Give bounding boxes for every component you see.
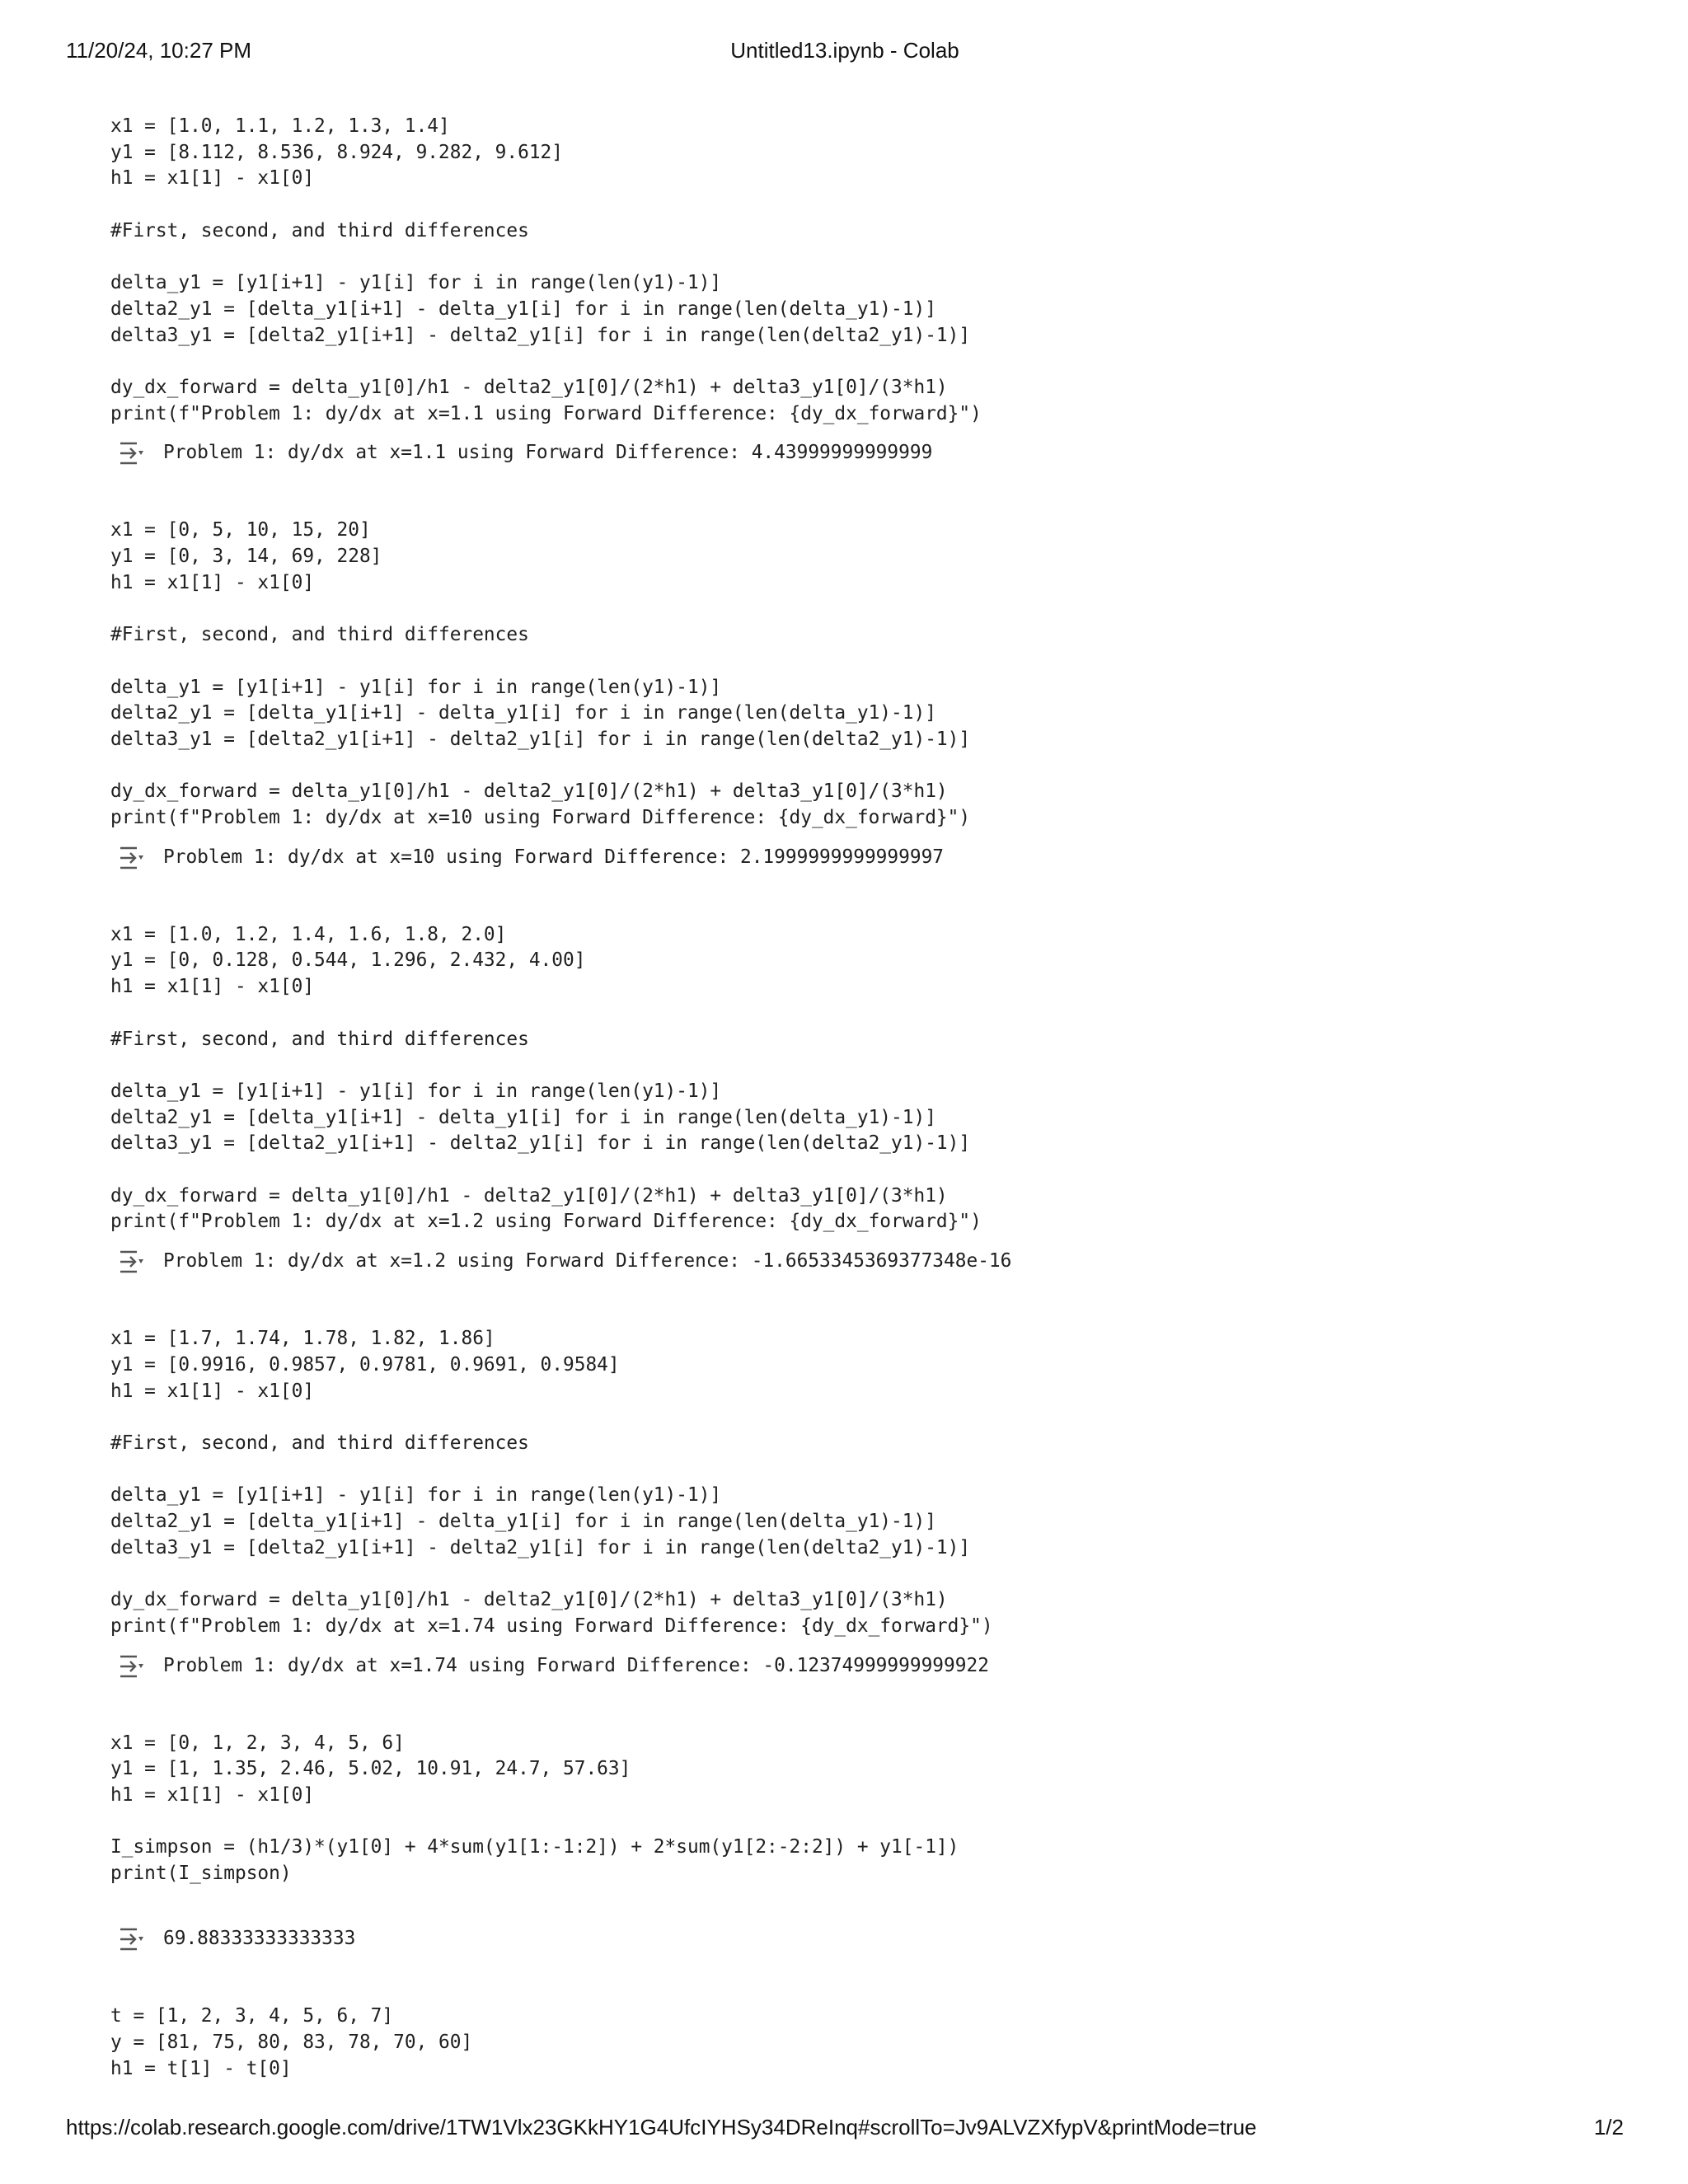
code-line <box>110 649 1688 675</box>
print-footer <box>66 2115 1624 2148</box>
output-toggle-icon[interactable] <box>115 440 145 466</box>
print-title: Untitled13.ipynb - Colab <box>730 38 959 63</box>
cell-output <box>0 437 1688 470</box>
code-line <box>110 597 1688 623</box>
code-line: print(f"Problem 1: dy/dx at x=1.74 using Forward Difference: {dy_dx_forward}") <box>110 1615 993 1637</box>
code-line: delta2_y1 = [delta_y1[i+1] - delta_y1[i] for i in range(len(delta_y1)-1)] <box>110 1106 936 1128</box>
code-line: y1 = [0, 0.128, 0.544, 1.296, 2.432, 4.00] <box>110 949 586 972</box>
code-line: I_simpson = (h1/3)*(y1[0] + 4*sum(y1[1:-1:2]) + 2*sum(y1[2:-2:2]) + y1[-1]) <box>110 1836 959 1858</box>
output-text: Problem 1: dy/dx at x=1.1 using Forward Difference: 4.43999999999999 <box>163 442 933 464</box>
output-toggle-icon[interactable] <box>115 1653 145 1680</box>
code-line: h1 = x1[1] - x1[0] <box>110 167 315 190</box>
code-line: print(f"Problem 1: dy/dx at x=1.2 using Forward Difference: {dy_dx_forward}") <box>110 1211 982 1233</box>
code-cell[interactable] <box>0 1326 1688 1730</box>
code-line: #First, second, and third differences <box>110 624 529 646</box>
code-editor[interactable] <box>0 2004 1688 2082</box>
code-line: delta_y1 = [y1[i+1] - y1[i] for i in range(len(y1)-1)] <box>110 1080 722 1102</box>
code-editor[interactable] <box>0 922 1688 1235</box>
code-editor[interactable] <box>0 1326 1688 1639</box>
cell-output <box>0 1245 1688 1278</box>
code-line: delta_y1 = [y1[i+1] - y1[i] for i in range(len(y1)-1)] <box>110 1484 722 1507</box>
code-line: h1 = x1[1] - x1[0] <box>110 1783 315 1806</box>
code-line: delta3_y1 = [delta2_y1[i+1] - delta2_y1[i] for i in range(len(delta2_y1)-1)] <box>110 728 971 750</box>
code-cell[interactable] <box>0 922 1688 1326</box>
code-line: delta2_y1 = [delta_y1[i+1] - delta_y1[i] for i in range(len(delta_y1)-1)] <box>110 298 936 320</box>
cell-gap <box>0 1278 1688 1326</box>
code-line: h1 = t[1] - t[0] <box>110 2057 292 2079</box>
code-line: #First, second, and third differences <box>110 219 529 241</box>
code-line: dy_dx_forward = delta_y1[0]/h1 - delta2_y1[0]/(2*h1) + delta3_y1[0]/(3*h1) <box>110 1184 948 1207</box>
code-line: h1 = x1[1] - x1[0] <box>110 571 315 593</box>
code-line: x1 = [1.0, 1.2, 1.4, 1.6, 1.8, 2.0] <box>110 923 507 945</box>
code-line <box>110 1157 1688 1183</box>
code-line <box>110 1001 1688 1027</box>
code-line <box>110 245 1688 271</box>
code-line <box>110 192 1688 218</box>
code-line <box>110 1809 1688 1835</box>
code-line: y1 = [8.112, 8.536, 8.924, 9.282, 9.612] <box>110 141 563 163</box>
code-line: #First, second, and third differences <box>110 1028 529 1050</box>
code-line: h1 = x1[1] - x1[0] <box>110 976 315 998</box>
code-line: x1 = [0, 1, 2, 3, 4, 5, 6] <box>110 1732 405 1754</box>
cell-output <box>0 841 1688 874</box>
code-line: x1 = [1.0, 1.1, 1.2, 1.3, 1.4] <box>110 115 450 137</box>
code-line <box>110 1404 1688 1431</box>
code-line: dy_dx_forward = delta_y1[0]/h1 - delta2_y1[0]/(2*h1) + delta3_y1[0]/(3*h1) <box>110 1589 948 1611</box>
code-line: x1 = [0, 5, 10, 15, 20] <box>110 519 371 541</box>
cell-gap <box>0 470 1688 518</box>
print-url: https://colab.research.google.com/drive/1TW1Vlx23GKkHY1G4UfcIYHSy34DReInq#scrollTo=Jv9ALVZXfypV&printMode=true <box>66 2115 1257 2139</box>
cell-output <box>0 1923 1688 1956</box>
code-line: dy_dx_forward = delta_y1[0]/h1 - delta2_y1[0]/(2*h1) + delta3_y1[0]/(3*h1) <box>110 376 948 398</box>
code-line: y = [81, 75, 80, 83, 78, 70, 60] <box>110 2032 473 2054</box>
code-line <box>110 753 1688 780</box>
print-datetime: 11/20/24, 10:27 PM <box>66 38 252 63</box>
notebook <box>0 114 1688 2083</box>
code-cell[interactable] <box>0 1731 1688 2004</box>
output-text: Problem 1: dy/dx at x=1.2 using Forward Difference: -1.6653345369377348e-16 <box>163 1250 1012 1272</box>
code-line: print(I_simpson) <box>110 1863 292 1885</box>
output-toggle-icon[interactable] <box>115 1926 145 1952</box>
cell-output <box>0 1650 1688 1683</box>
code-line: dy_dx_forward = delta_y1[0]/h1 - delta2_y1[0]/(2*h1) + delta3_y1[0]/(3*h1) <box>110 780 948 803</box>
code-line: y1 = [0, 3, 14, 69, 228] <box>110 546 382 568</box>
code-editor[interactable] <box>0 1731 1688 1914</box>
output-toggle-icon[interactable] <box>115 845 145 871</box>
code-line: delta_y1 = [y1[i+1] - y1[i] for i in range(len(y1)-1)] <box>110 676 722 698</box>
code-line <box>110 1457 1688 1483</box>
code-line: y1 = [0.9916, 0.9857, 0.9781, 0.9691, 0.9584] <box>110 1353 620 1376</box>
code-line: print(f"Problem 1: dy/dx at x=10 using Forward Difference: {dy_dx_forward}") <box>110 807 971 829</box>
code-line: print(f"Problem 1: dy/dx at x=1.1 using Forward Difference: {dy_dx_forward}") <box>110 402 982 424</box>
page-number: 1/2 <box>1593 2115 1624 2139</box>
print-header <box>66 38 1624 71</box>
cell-gap <box>0 874 1688 922</box>
output-text: Problem 1: dy/dx at x=10 using Forward Difference: 2.1999999999999997 <box>163 846 945 868</box>
code-line: delta3_y1 = [delta2_y1[i+1] - delta2_y1[i] for i in range(len(delta2_y1)-1)] <box>110 324 971 346</box>
output-text: Problem 1: dy/dx at x=1.74 using Forward Difference: -0.12374999999999922 <box>163 1654 989 1676</box>
code-line: delta2_y1 = [delta_y1[i+1] - delta_y1[i] for i in range(len(delta_y1)-1)] <box>110 702 936 724</box>
code-editor[interactable] <box>0 518 1688 831</box>
code-cell[interactable] <box>0 114 1688 518</box>
code-cell[interactable] <box>0 518 1688 921</box>
code-line <box>110 1561 1688 1587</box>
code-line <box>110 349 1688 375</box>
code-editor[interactable] <box>0 114 1688 427</box>
code-line: x1 = [1.7, 1.74, 1.78, 1.82, 1.86] <box>110 1328 495 1350</box>
code-line <box>110 1052 1688 1079</box>
code-cell[interactable] <box>0 2004 1688 2082</box>
code-line: delta_y1 = [y1[i+1] - y1[i] for i in range(len(y1)-1)] <box>110 272 722 294</box>
cell-gap <box>0 1956 1688 2004</box>
code-line: #First, second, and third differences <box>110 1432 529 1454</box>
code-line: h1 = x1[1] - x1[0] <box>110 1380 315 1402</box>
code-line: t = [1, 2, 3, 4, 5, 6, 7] <box>110 2005 394 2027</box>
code-line: delta3_y1 = [delta2_y1[i+1] - delta2_y1[i] for i in range(len(delta2_y1)-1)] <box>110 1132 971 1155</box>
code-line: y1 = [1, 1.35, 2.46, 5.02, 10.91, 24.7, 57.63] <box>110 1758 631 1780</box>
output-text: 69.88333333333333 <box>163 1928 356 1950</box>
code-line: delta3_y1 = [delta2_y1[i+1] - delta2_y1[i] for i in range(len(delta2_y1)-1)] <box>110 1536 971 1558</box>
output-toggle-icon[interactable] <box>115 1249 145 1275</box>
cell-gap <box>0 1683 1688 1731</box>
code-line: delta2_y1 = [delta_y1[i+1] - delta_y1[i] for i in range(len(delta_y1)-1)] <box>110 1511 936 1533</box>
code-line <box>110 1887 1688 1914</box>
